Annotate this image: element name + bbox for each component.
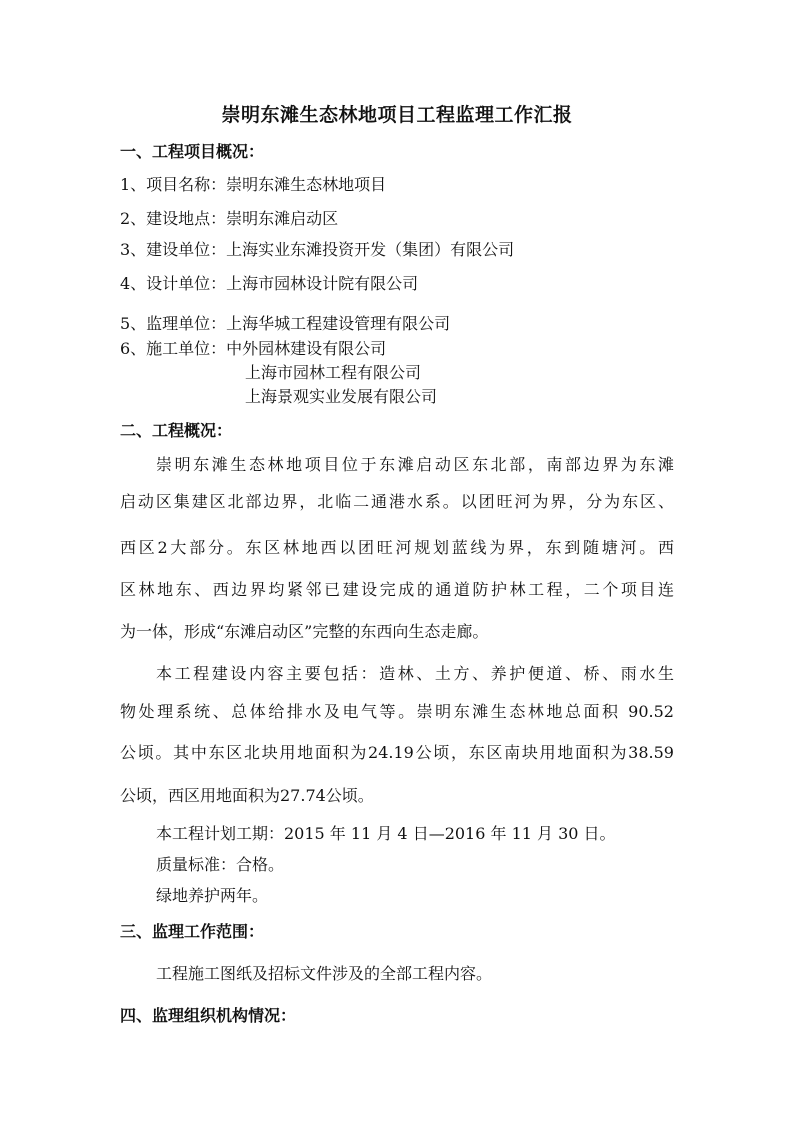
document-title: 崇明东滩生态林地项目工程监理工作汇报: [221, 104, 573, 126]
quality-standard-line: 质量标准：合格。: [156, 855, 285, 874]
section-4-heading: 四、监理组织机构情况：: [120, 1006, 297, 1025]
contractor-unit-line: 6、施工单位：中外园林建设有限公司: [120, 339, 387, 358]
contractor-extra-2: 上海景观实业发展有限公司: [245, 387, 438, 406]
overview-para2-line3: 公顷。其中东区北块用地面积为24.19公顷，东区南块用地面积为38.59: [120, 743, 674, 762]
overview-para1-line2: 启动区集建区北部边界，北临二通港水系。以团旺河为界，分为东区、: [120, 492, 674, 511]
design-unit-line: 4、设计单位：上海市园林设计院有限公司: [120, 274, 419, 293]
maintenance-line: 绿地养护两年。: [156, 886, 269, 905]
section-3-heading: 三、监理工作范围：: [120, 922, 265, 941]
overview-para2-line2: 物处理系统、总体给排水及电气等。崇明东滩生态林地总面积 90.52: [120, 702, 674, 721]
project-name-line: 1、项目名称：崇明东滩生态林地项目: [120, 175, 387, 194]
owner-unit-line: 3、建设单位：上海实业东滩投资开发（集团）有限公司: [120, 240, 515, 259]
overview-para2-line1: 本工程建设内容主要包括：造林、土方、养护便道、桥、雨水生: [156, 664, 674, 683]
supervision-unit-line: 5、监理单位：上海华城工程建设管理有限公司: [120, 314, 451, 333]
section-1-heading: 一、工程项目概况：: [120, 142, 265, 161]
overview-para1-line3: 西区2大部分。东区林地西以团旺河规划蓝线为界，东到随塘河。西: [120, 538, 674, 557]
overview-para1-line1: 崇明东滩生态林地项目位于东滩启动区东北部，南部边界为东滩: [156, 455, 674, 474]
schedule-line: 本工程计划工期：2015 年 11 月 4 日—2016 年 11 月 30 日。: [156, 824, 616, 843]
section-2-heading: 二、工程概况：: [120, 421, 233, 440]
construction-site-line: 2、建设地点：崇明东滩启动区: [120, 209, 339, 228]
overview-para1-line5: 为一体，形成“东滩启动区”完整的东西向生态走廊。: [120, 622, 489, 641]
overview-para1-line4: 区林地东、西边界均紧邻已建设完成的通道防护林工程，二个项目连: [120, 580, 674, 599]
scope-content-line: 工程施工图纸及招标文件涉及的全部工程内容。: [156, 964, 493, 983]
contractor-extra-1: 上海市园林工程有限公司: [245, 363, 422, 382]
overview-para2-line4: 公顷，西区用地面积为27.74公顷。: [120, 786, 374, 805]
